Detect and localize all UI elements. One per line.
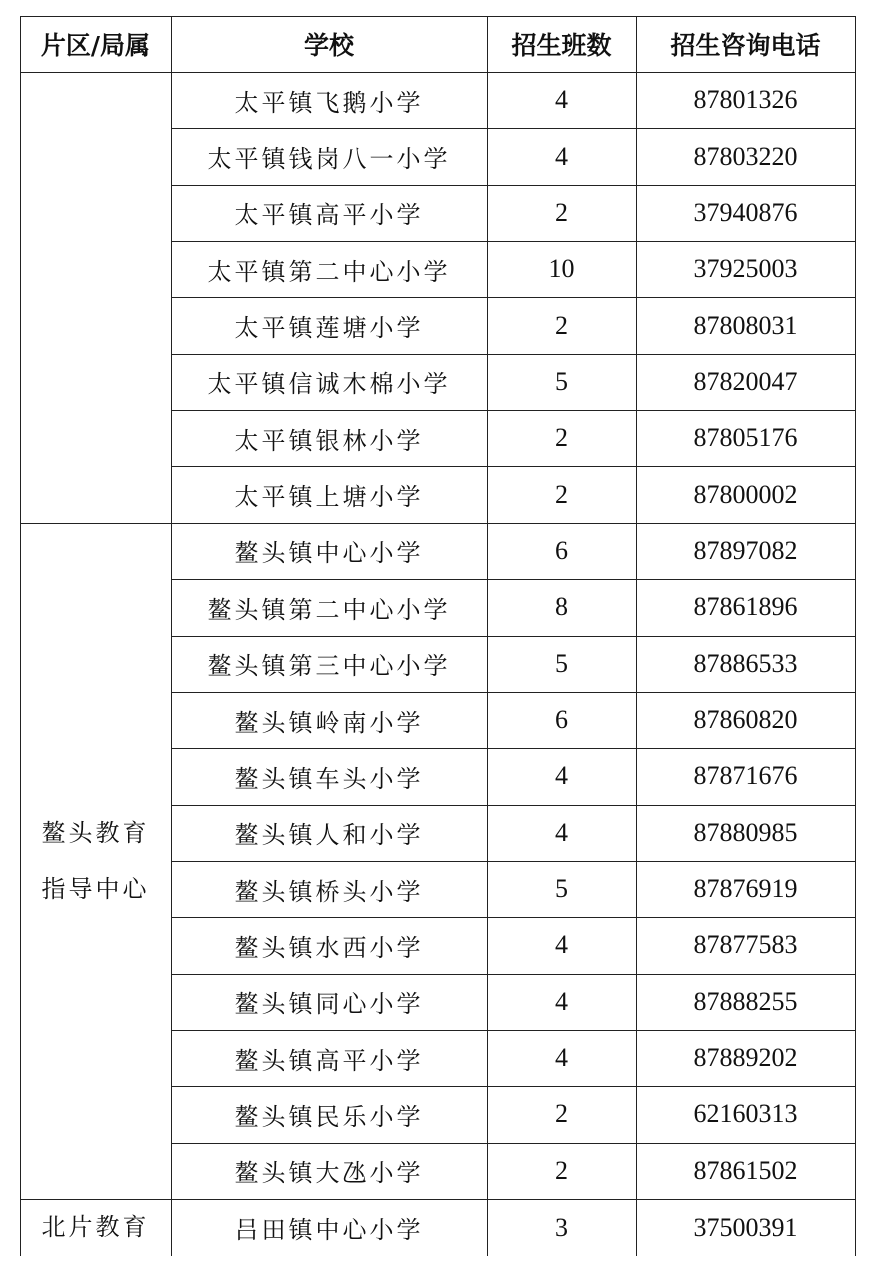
school-name-cell: 鳌头镇岭南小学 (234, 708, 424, 737)
table-border-top (20, 16, 855, 17)
school-name-cell: 鳌头镇高平小学 (234, 1046, 424, 1075)
school-name-cell: 太平镇飞鹅小学 (234, 88, 424, 117)
class-count-cell: 6 (555, 535, 568, 565)
phone-number-cell: 87876919 (693, 874, 798, 904)
phone-number-cell: 87871676 (693, 761, 798, 791)
phone-number-cell: 62160313 (693, 1099, 798, 1129)
school-name-cell: 鳌头镇民乐小学 (234, 1102, 424, 1131)
school-name-cell: 鳌头镇第二中心小学 (207, 595, 451, 624)
header-classes: 招生班数 (511, 31, 612, 60)
class-count-cell: 2 (555, 479, 568, 509)
column-divider-phone (636, 16, 637, 1256)
header-school: 学校 (303, 31, 354, 60)
class-count-cell: 6 (555, 705, 568, 735)
phone-number-cell: 87888255 (693, 986, 798, 1016)
class-count-cell: 2 (555, 197, 568, 227)
class-count-cell: 4 (555, 141, 568, 171)
school-name-cell: 鳌头镇桥头小学 (234, 877, 424, 906)
school-name-cell: 太平镇信诚木棉小学 (207, 370, 451, 399)
header-district: 片区/局属 (40, 31, 151, 60)
district-label: 北片教育 (41, 1213, 150, 1241)
class-count-cell: 8 (555, 592, 568, 622)
school-name-cell: 吕田镇中心小学 (234, 1216, 424, 1244)
class-count-cell: 4 (555, 1043, 568, 1073)
table-border-left (20, 16, 21, 1256)
class-count-cell: 3 (555, 1212, 568, 1242)
header-phone: 招生咨询电话 (670, 31, 821, 60)
class-count-cell: 10 (548, 254, 575, 284)
phone-number-cell: 37940876 (693, 197, 798, 227)
phone-number-cell: 87808031 (693, 310, 798, 340)
phone-number-cell: 87897082 (693, 535, 798, 565)
school-name-cell: 鳌头镇同心小学 (234, 990, 424, 1019)
school-name-cell: 太平镇高平小学 (234, 201, 424, 230)
school-enrollment-table (20, 16, 855, 1256)
class-count-cell: 4 (555, 817, 568, 847)
class-count-cell: 4 (555, 761, 568, 791)
phone-number-cell: 87877583 (693, 930, 798, 960)
table-border-right (855, 16, 856, 1256)
district-cell (20, 72, 171, 523)
district-label: 鳌头教育 (41, 818, 150, 847)
class-count-cell: 4 (555, 986, 568, 1016)
phone-number-cell: 87861502 (693, 1155, 798, 1185)
phone-number-cell: 87860820 (693, 705, 798, 735)
class-count-cell: 5 (555, 366, 568, 396)
school-name-cell: 太平镇第二中心小学 (207, 257, 451, 286)
phone-number-cell: 87880985 (693, 817, 798, 847)
phone-number-cell: 87861896 (693, 592, 798, 622)
school-name-cell: 鳌头镇第三中心小学 (207, 652, 451, 681)
class-count-cell: 5 (555, 874, 568, 904)
district-label: 指导中心 (41, 874, 150, 903)
district-cell (20, 523, 171, 1199)
column-divider-school (171, 16, 172, 1256)
class-count-cell: 2 (555, 1099, 568, 1129)
phone-number-cell: 87886533 (693, 648, 798, 678)
class-count-cell: 5 (555, 648, 568, 678)
phone-number-cell: 87803220 (693, 141, 798, 171)
school-name-cell: 鳌头镇车头小学 (234, 764, 424, 793)
phone-number-cell: 87889202 (693, 1043, 798, 1073)
column-divider-classes (487, 16, 488, 1256)
phone-number-cell: 87820047 (693, 366, 798, 396)
school-name-cell: 鳌头镇中心小学 (234, 539, 424, 568)
phone-number-cell: 87800002 (693, 479, 798, 509)
school-name-cell: 鳌头镇大氹小学 (234, 1159, 424, 1188)
phone-number-cell: 87805176 (693, 423, 798, 453)
school-name-cell: 鳌头镇人和小学 (234, 821, 424, 850)
class-count-cell: 2 (555, 423, 568, 453)
class-count-cell: 2 (555, 1155, 568, 1185)
phone-number-cell: 37500391 (693, 1212, 798, 1242)
phone-number-cell: 87801326 (693, 85, 798, 115)
class-count-cell: 2 (555, 310, 568, 340)
phone-number-cell: 37925003 (693, 254, 798, 284)
district-cell (20, 1199, 171, 1255)
class-count-cell: 4 (555, 930, 568, 960)
class-count-cell: 4 (555, 85, 568, 115)
school-name-cell: 太平镇莲塘小学 (234, 314, 424, 343)
school-name-cell: 鳌头镇水西小学 (234, 933, 424, 962)
school-name-cell: 太平镇上塘小学 (234, 483, 424, 512)
school-name-cell: 太平镇钱岗八一小学 (207, 145, 451, 174)
school-name-cell: 太平镇银林小学 (234, 426, 424, 455)
